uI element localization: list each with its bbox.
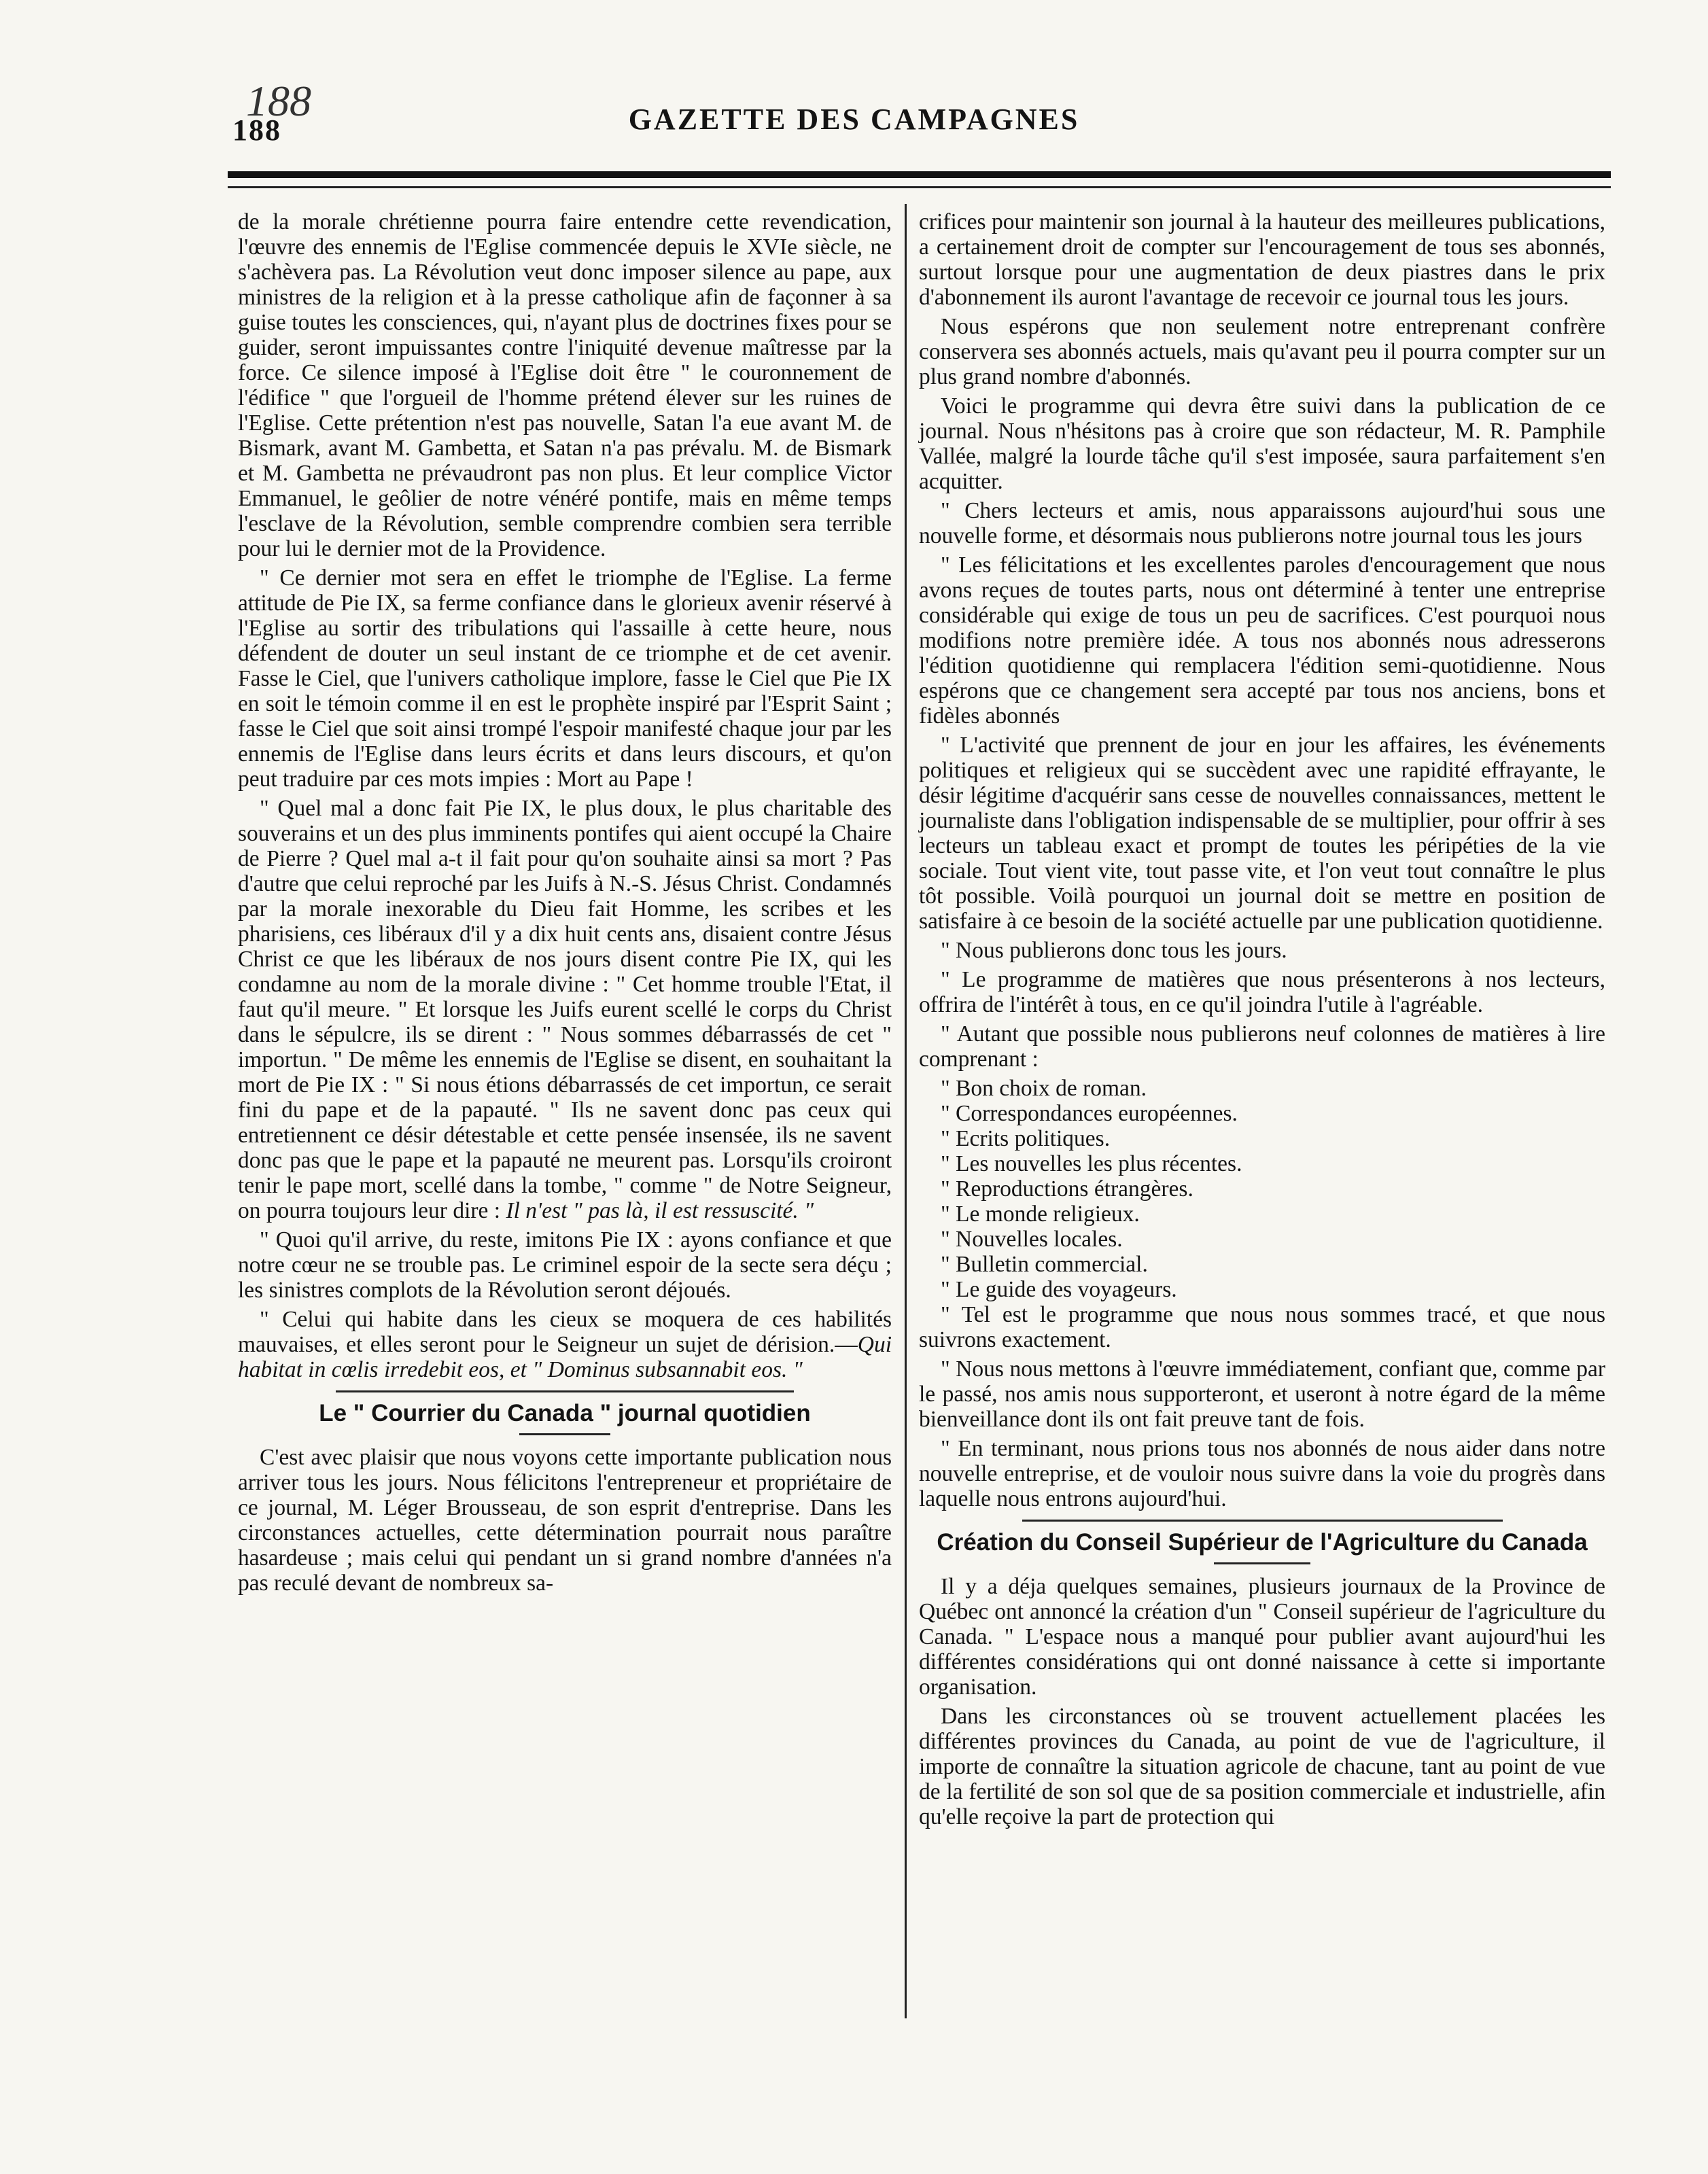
article-paragraph: C'est avec plaisir que nous voyons cette importante publication nous arriver tous les jours. Nous félicitons l'entrepreneur et propriétaire de ce journal, M. Léger Brousseau, de son esprit d'entreprise. Dans les circonstances actuelles, cette détermination pourrait nous paraître hasardeuse ; mais celui qui pendant un si grand nombre d'années n'a pas reculé devant de nombreux sa-	[238, 1445, 892, 1596]
program-list-item: " Correspondances européennes.	[941, 1101, 1238, 1126]
program-list-item: " Le guide des voyageurs.	[941, 1277, 1177, 1302]
program-list-item: " Ecrits politiques.	[941, 1126, 1111, 1151]
left-column	[238, 209, 892, 1600]
article-paragraph: Voici le programme qui devra être suivi dans la publication de ce journal. Nous n'hésitons pas à croire que son rédacteur, M. R. Pamphile Vallée, malgré la lourde tâche qu'il s'est imposée, saura parfaitement s'en acquitter.	[919, 393, 1605, 494]
article-italic-text: Il n'est " pas là, il est ressuscité. "	[506, 1198, 814, 1223]
header-rule-thin	[228, 186, 1611, 188]
handwritten-page-number: 188	[246, 77, 311, 125]
article-paragraph: " Quoi qu'il arrive, du reste, imitons Pie IX : ayons confiance et que notre cœur ne se trouble pas. Le criminel espoir de la secte sera déçu ; les sinistres complots de la Révolution seront déjoués.	[238, 1227, 892, 1303]
program-list-item: " Bon choix de roman.	[941, 1076, 1147, 1101]
article-paragraph: " L'activité que prennent de jour en jour les affaires, les événements politiques et religieux qui se succèdent avec une rapidité effrayante, le désir légitime d'acquérir sans cesse de nouvelles connaissances, mettent le journaliste dans l'obligation indispensable de se multiplier, pour offrir à ses lecteurs un tableau exact et prompt de toutes les péripéties de la vie sociale. Tout vient vite, tout passe vite, et l'on veut tout connaître le plus tôt possible. Voilà pourquoi un journal doit se mettre en position de satisfaire à ce besoin de la société actuelle par une publication quotidienne.	[919, 733, 1605, 934]
section-separator	[336, 1390, 793, 1392]
article-paragraph: " Nous nous mettons à l'œuvre immédiatement, confiant que, comme par le passé, nos amis nous supporteront, et useront à notre égard de la même bienveillance dont ils ont fait preuve tant de fois.	[919, 1356, 1605, 1432]
page-number: 188	[232, 113, 281, 147]
section-separator	[1022, 1520, 1503, 1522]
article-paragraph: de la morale chrétienne pourra faire entendre cette revendication, l'œuvre des ennemis de l'Eglise commencée depuis le XVIe siècle, ne s'achèvera pas. La Révolution veut donc imposer silence au pape, aux ministres de la religion et à la presse catholique afin de façonner à sa guise toutes les consciences, qui, n'ayant plus de doctrines fixes pour se guider, seront impuissantes contre l'iniquité devenue maîtresse par la force. Ce silence imposé à l'Eglise doit être " le couronnement de l'édifice " que l'orgueil de l'homme prétend élever sur les ruines de l'Eglise. Cette prétention n'est pas nouvelle, Satan l'a eue avant M. de Bismark, avant M. Gambetta, et Satan n'a pas prévalu. M. de Bismark et M. Gambetta ne prévaudront pas non plus. Et leur complice Victor Emmanuel, le geôlier de notre vénéré pontife, mais en même temps l'esclave de la Révolution, semble comprendre combien sera terrible pour lui le dernier mot de la Providence.	[238, 209, 892, 561]
program-list-item: " Nouvelles locales.	[941, 1227, 1123, 1252]
article-paragraph	[238, 1307, 892, 1382]
section-separator-short	[1214, 1562, 1310, 1564]
section-title-courrier: Le " Courrier du Canada " journal quotidien	[319, 1400, 811, 1426]
article-paragraph: Dans les circonstances où se trouvent actuellement placées les différentes provinces du Canada, au point de vue de l'agriculture, il importe de connaître la situation agricole de chacune, tant au point de vue de la fertilité de son sol que de sa position commerciale et industrielle, afin qu'elle reçoive la part de protection qui	[919, 1704, 1605, 1829]
article-paragraph: " Ce dernier mot sera en effet le triomphe de l'Eglise. La ferme attitude de Pie IX, sa ferme confiance dans le glorieux avenir réservé à l'Eglise au sortir des tribulations qui l'assaille à cette heure, nous défendent de douter un seul instant de ce triomphe et de cet avenir. Fasse le Ciel, que l'univers catholique implore, fasse le Ciel que Pie IX en soit le témoin comme il en est le prophète inspiré par l'Esprit Saint ; fasse le Ciel que soit ainsi trompé l'espoir manifesté chaque jour par les ennemis de l'Eglise dans leurs écrits et dans leurs discours, et qu'on peut traduire par ces mots impies : Mort au Pape !	[238, 565, 892, 792]
masthead-title: GAZETTE DES CAMPAGNES	[628, 103, 1080, 136]
article-paragraph: " Nous publierons donc tous les jours.	[941, 938, 1287, 963]
article-text: " Quel mal a donc fait Pie IX, le plus doux, le plus charitable des souverains et un des plus imminents pontifes qui aient occupé la Chaire de Pierre ? Quel mal a-t il fait pour qu'on souhaite ainsi sa mort ? Pas d'autre que celui reproché par les Juifs à N.-S. Jésus Christ. Condamnés par la morale inexorable du Dieu fait Homme, les scribes et les pharisiens, ces libéraux d'il y a dix huit cents ans, disaient contre Jésus Christ ce que les libéraux de nos jours disent contre Pie IX, qui les condamne au nom de la morale divine : " Cet homme trouble l'Etat, il faut qu'il meure. " Et lorsque les Juifs eurent scellé le corps du Christ dans le sépulcre, ils se dirent : " Nous sommes débarrassés de cet " importun. " De même les ennemis de l'Eglise se disent, en souhaitant la mort de Pie IX : " Si nous étions débarrassés de cet importun, ce serait fini du pape et de la papauté. " Ils ne savent donc pas ceux qui entretiennent ce désir détestable et cette pensée insensée, ils ne savent donc pas que le pape et la papauté ne meurent pas. Lorsqu'ils croiront tenir le pape mort, scellé dans la tombe, " comme " de Notre Seigneur, on pourra toujours leur dire :	[238, 796, 892, 1223]
column-divider	[905, 204, 907, 2018]
article-paragraph: " Chers lecteurs et amis, nous apparaissons aujourd'hui sous une nouvelle forme, et désormais nous publierons notre journal tous les jours	[919, 498, 1605, 548]
article-text: " Celui qui habite dans les cieux se moquera de ces habilités mauvaises, et elles seront pour le Seigneur un sujet de dérision.—	[238, 1307, 892, 1357]
header-rule-thick	[228, 171, 1611, 178]
article-paragraph: " Le programme de matières que nous présenterons à nos lecteurs, offrira de l'intérêt à tous, en ce qu'il joindra l'utile à l'agréable.	[919, 967, 1605, 1017]
article-italic-text: Qui habitat in cœlis irredebit eos, et " Dominus subsannabit eos. "	[238, 1332, 892, 1382]
article-paragraph: Nous espérons que non seulement notre entreprenant confrère conservera ses abonnés actuels, mais qu'avant peu il pourra compter sur un plus grand nombre d'abonnés.	[919, 314, 1605, 389]
article-paragraph: " Autant que possible nous publierons neuf colonnes de matières à lire comprenant :	[919, 1021, 1605, 1072]
section-separator-short	[519, 1433, 611, 1435]
article-paragraph: crifices pour maintenir son journal à la hauteur des meilleures publications, a certainement droit de compter sur l'encouragement de tous ses abonnés, surtout lorsque pour une augmentation de deux piastres dans le prix d'abonnement ils auront l'avantage de recevoir ce journal tous les jours.	[919, 209, 1605, 310]
right-column	[919, 209, 1605, 1834]
section-title-conseil: Création du Conseil Supérieur de l'Agriculture du Canada	[937, 1529, 1588, 1556]
program-list-item: " Reproductions étrangères.	[941, 1176, 1193, 1202]
article-paragraph: " En terminant, nous prions tous nos abonnés de nous aider dans notre nouvelle entreprise, et de vouloir nous suivre dans la voie du progrès dans laquelle nous entrons aujourd'hui.	[919, 1436, 1605, 1511]
program-list-item: " Le monde religieux.	[941, 1202, 1140, 1227]
article-paragraph: " Les félicitations et les excellentes paroles d'encouragement que nous avons reçues de toutes parts, nous ont déterminé à tenter une entreprise considérable qui exige de tous un peu de sacrifices. C'est pourquoi nous modifions notre première idée. A tous nos abonnés nous adresserons l'édition quotidienne qui remplacera l'édition semi-quotidienne. Nous espérons que ce changement sera accepté par tous nos anciens, bons et fidèles abonnés	[919, 553, 1605, 729]
article-paragraph: Il y a déja quelques semaines, plusieurs journaux de la Province de Québec ont annoncé la création d'un " Conseil supérieur de l'agriculture du Canada. " L'espace nous a manqué pour publier avant aujourd'hui les différentes considérations qui ont donné naissance à cette si importante organisation.	[919, 1574, 1605, 1700]
article-paragraph	[238, 796, 892, 1223]
article-paragraph: " Tel est le programme que nous nous sommes tracé, et que nous suivrons exactement.	[919, 1302, 1605, 1352]
program-list-item: " Bulletin commercial.	[941, 1252, 1148, 1277]
program-list-item: " Les nouvelles les plus récentes.	[941, 1151, 1242, 1176]
